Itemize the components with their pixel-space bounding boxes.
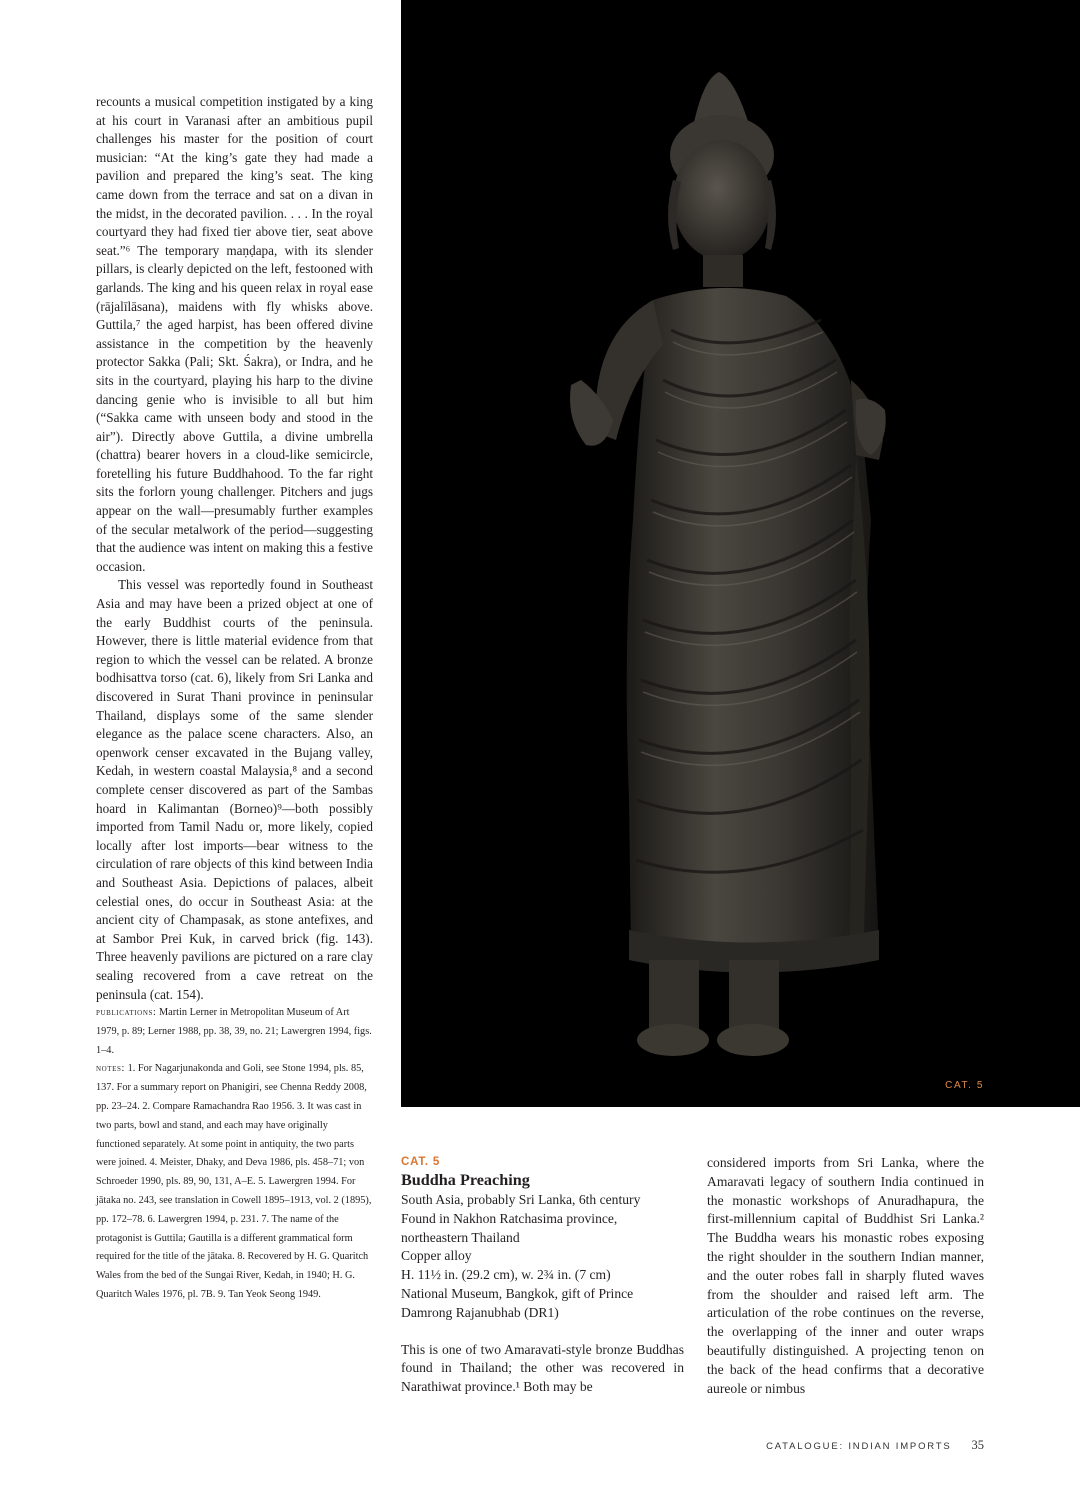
catalogue-number: CAT. 5 (401, 1156, 441, 1168)
notes (96, 1060, 373, 1304)
buddha-statue-photo (401, 0, 1080, 1107)
meta-line: Copper alloy (401, 1248, 472, 1264)
left-text-column (96, 93, 373, 1305)
photo-caption: CAT. 5 (945, 1080, 984, 1091)
notes-text: 1. For Nagarjunakonda and Goli, see Stone 1994, pls. 85, 137. For a summary report on Phanigiri, see Chenna Reddy 2008, pp. 23–24. 2. Compare Ramachandra Rao 1956. 3. It was cast in two parts, bowl and stand, and each may have originally functioned separately. At some point in antiquity, the two parts were joined. 4. Meister, Dhaky, and Deva 1986, pls. 458–71; von Schroeder 1990, pls. 89, 90, 131, A–E. 5. Lawergren 1994. For jātaka no. 243, see translation in Cowell 1895–1913, vol. 2 (1895), pp. 172–78. 6. Lawergren 1994, p. 231. 7. The name of the protagonist is Guttila; Gautilla is a different grammatical form required for the title of the jātaka. 8. Recovered by H. G. Quaritch Wales from the bed of the Sungai River, Kedah, in 1940; H. G. Quaritch Wales 1976, pl. 7B. 9. Tan Yeok Seong 1949. (96, 1063, 372, 1301)
notes-label: notes: (96, 1063, 126, 1075)
page-number: 35 (971, 1438, 984, 1452)
catalogue-title: Buddha Preaching (401, 1171, 530, 1189)
meta-line: H. 11½ in. (29.2 cm), w. 2¾ in. (7 cm) (401, 1267, 611, 1283)
body-paragraph-2: This vessel was reportedly found in Southeast Asia and may have been a prized object at one of the early Buddhist courts of the peninsula. However, there is little material evidence from that region to which the vessel can be related. A bronze bodhisattva torso (cat. 6), likely from Sri Lanka and discovered in Surat Thani province in peninsular Thailand, displays some of the same slender elegance as the palace scene characters. Also, an openwork censer excavated in the Bujang valley, Kedah, in western coastal Malaysia,⁸ and a second complete censer discovered as part of the Sambas hoard in Kalimantan (Borneo)⁹—both possibly imported from Tamil Nadu or, more likely, copied locally after lost imports—bear witness to the circulation of rare objects of this kind between India and Southeast Asia. Depictions of palaces, albeit celestial ones, do occur in Southeast Asia: at the ancient city of Champasak, as stone antefixes, and at Sambor Prei Kuk, in carved brick (fig. 143). Three heavenly pavilions are pictured on a rare clay sealing recovered from a cave retreat on the peninsula (cat. 154). (96, 577, 373, 1002)
meta-line: northeastern Thailand (401, 1229, 520, 1245)
publications-label: publications: (96, 1007, 157, 1019)
publications (96, 1004, 373, 1060)
running-head: CATALOGUE: INDIAN IMPORTS (766, 1441, 952, 1452)
publications-text: Martin Lerner in Metropolitan Museum of Art 1979, p. 89; Lerner 1988, pp. 38, 39, no. 21; Lawergren 1994, figs. 1–4. (96, 1007, 372, 1056)
page-footer (766, 1438, 984, 1453)
catalogue-metadata (401, 1191, 684, 1323)
meta-line: Damrong Rajanubhab (DR1) (401, 1304, 559, 1320)
catalogue-entry (401, 1154, 684, 1397)
meta-line: South Asia, probably Sri Lanka, 6th century (401, 1192, 641, 1207)
catalogue-body-text: This is one of two Amaravati-style bronze Buddhas found in Thailand; the other was recovered in Narathiwat province.¹ Both may be (401, 1341, 684, 1395)
meta-line: National Museum, Bangkok, gift of Prince (401, 1285, 634, 1301)
meta-line: Found in Nakhon Ratchasima province, (401, 1210, 618, 1226)
buddha-statue-illustration (401, 0, 1080, 1107)
body-paragraph-1: recounts a musical competition instigated by a king at his court in Varanasi after an ambitious pupil challenges his master for the position of court musician: “At the king’s gate they had made a pavilion and prepared the king’s seat. The king came down from the terrace and sat on a divan in the midst, in the decorated pavilion. . . . In the royal courtyard they had fixed tier above tier, seat above seat.”⁶ The temporary maṇḍapa, with its slender pillars, is clearly depicted on the left, festooned with garlands. The king and his queen relax in royal ease (rājalīlāsana), maidens with fly whisks above. Guttila,⁷ the aged harpist, has been offered divine assistance in the competition by the heavenly protector Sakka (Pali; Skt. Śakra), or Indra, and he sits in the courtyard, playing his harp to the divine dancing genie who is invisible to all but him (“Sakka came with unseen body and stood in the air”). Directly above Guttila, a divine umbrella (chattra) bearer hovers in a cloud-like semicircle, foretelling his future Buddhahood. To the far right sits the forlorn young challenger. Pitchers and jugs appear on the wall—presumably further examples of the secular metalwork of the period—suggesting that the audience was intent on making this a festive occasion. (96, 94, 373, 574)
right-text-column: considered imports from Sri Lanka, where the Amaravati legacy of southern India continued in the monastic workshops of Anuradhapura, the first-millennium capital of Buddhist Sri Lanka.² The Buddha wears his monastic robes exposing the right shoulder in the southern Indian manner, and the outer robes fall in sharply fluted waves from the shoulder and raised left arm. The articulation of the robe continues on the reverse, the overlapping of the inner and outer wraps beautifully distinguished. A projecting tenon on the back of the head confirms that a decorative aureole or nimbus (707, 1155, 984, 1396)
